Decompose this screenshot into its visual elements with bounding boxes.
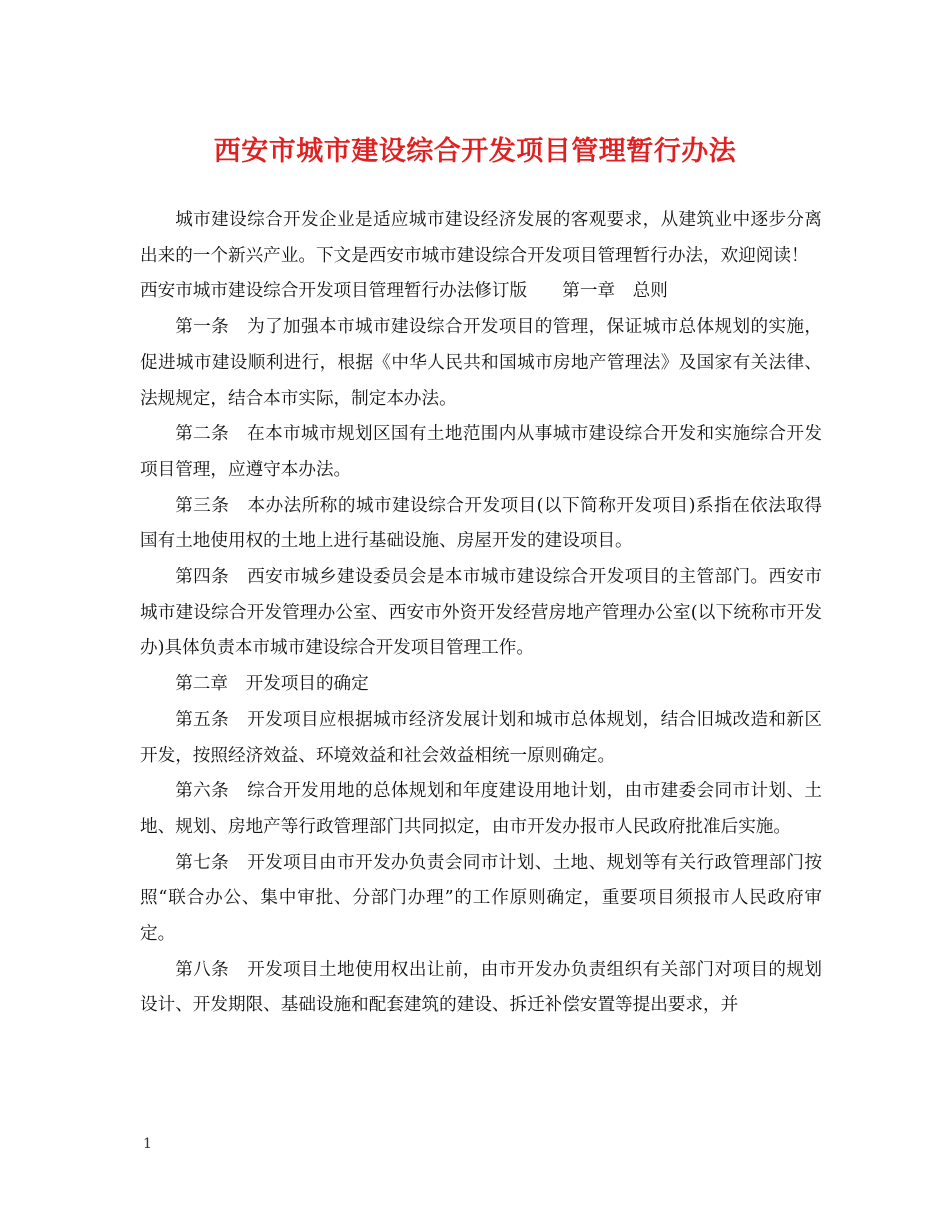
article-text: 综合开发用地的总体规划和年度建设用地计划，由市建委会同市计划、土地、规划、房地产等行政管理部门共同拟定，由市开发办报市人民政府批准后实施。	[140, 781, 822, 837]
chapter-1-number: 第一章	[562, 281, 616, 302]
article-number: 第二条	[175, 424, 230, 445]
document-title: 西安市城市建设综合开发项目管理暂行办法	[213, 136, 737, 167]
article-6	[140, 774, 822, 845]
article-number: 第六条	[175, 781, 230, 802]
article-number: 第七条	[175, 852, 230, 873]
chapter-2-number: 第二章	[175, 674, 228, 695]
article-text: 本办法所称的城市建设综合开发项目(以下简称开发项目)系指在依法取得国有土地使用权的土地上进行基础设施、房屋开发的建设项目。	[140, 495, 822, 552]
revision-name: 西安市城市建设综合开发项目管理暂行办法修订版	[140, 281, 528, 302]
article-number: 第五条	[175, 709, 230, 730]
article-4	[140, 560, 822, 667]
article-text: 为了加强本市城市建设综合开发项目的管理，保证城市总体规划的实施，促进城市建设顺利进行，根据《中华人民共和国城市房地产管理法》及国家有关法律、法规规定，结合本市实际，制定本办法。	[140, 317, 822, 409]
article-number: 第三条	[175, 495, 230, 516]
article-8	[140, 953, 822, 1024]
article-number: 第八条	[175, 959, 230, 980]
article-1	[140, 310, 822, 417]
article-number: 第四条	[175, 567, 230, 588]
article-text: 西安市城乡建设委员会是本市城市建设综合开发项目的主管部门。西安市城市建设综合开发管理办公室、西安市外资开发经营房地产管理办公室(以下统称市开发办)具体负责本市城市建设综合开发项目管理工作。	[140, 567, 822, 659]
article-text: 开发项目土地使用权出让前，由市开发办负责组织有关部门对项目的规划设计、开发期限、基础设施和配套建筑的建设、拆迁补偿安置等提出要求，并	[140, 959, 822, 1016]
document-body	[140, 203, 822, 1024]
article-number: 第一条	[175, 317, 230, 338]
article-7	[140, 846, 822, 953]
article-text: 在本市城市规划区国有土地范围内从事城市建设综合开发和实施综合开发项目管理，应遵守本办法。	[140, 424, 822, 480]
article-text: 开发项目由市开发办负责会同市计划、土地、规划等有关行政管理部门按照“联合办公、集中审批、分部门办理”的工作原则确定，重要项目须报市人民政府审定。	[140, 852, 822, 945]
chapter-2-title: 开发项目的确定	[245, 674, 369, 695]
intro-paragraph: 城市建设综合开发企业是适应城市建设经济发展的客观要求，从建筑业中逐步分离出来的一个新兴产业。下文是西安市城市建设综合开发项目管理暂行办法，欢迎阅读！	[140, 210, 822, 266]
subtitle-line	[140, 274, 822, 310]
chapter-2-heading	[140, 667, 822, 703]
article-text: 开发项目应根据城市经济发展计划和城市总体规划，结合旧城改造和新区开发，按照经济效益、环境效益和社会效益相统一原则确定。	[140, 709, 822, 766]
article-3	[140, 489, 822, 560]
chapter-1-title: 总则	[632, 281, 668, 302]
article-2	[140, 417, 822, 488]
page-number: 1	[143, 1136, 152, 1152]
article-5	[140, 703, 822, 774]
